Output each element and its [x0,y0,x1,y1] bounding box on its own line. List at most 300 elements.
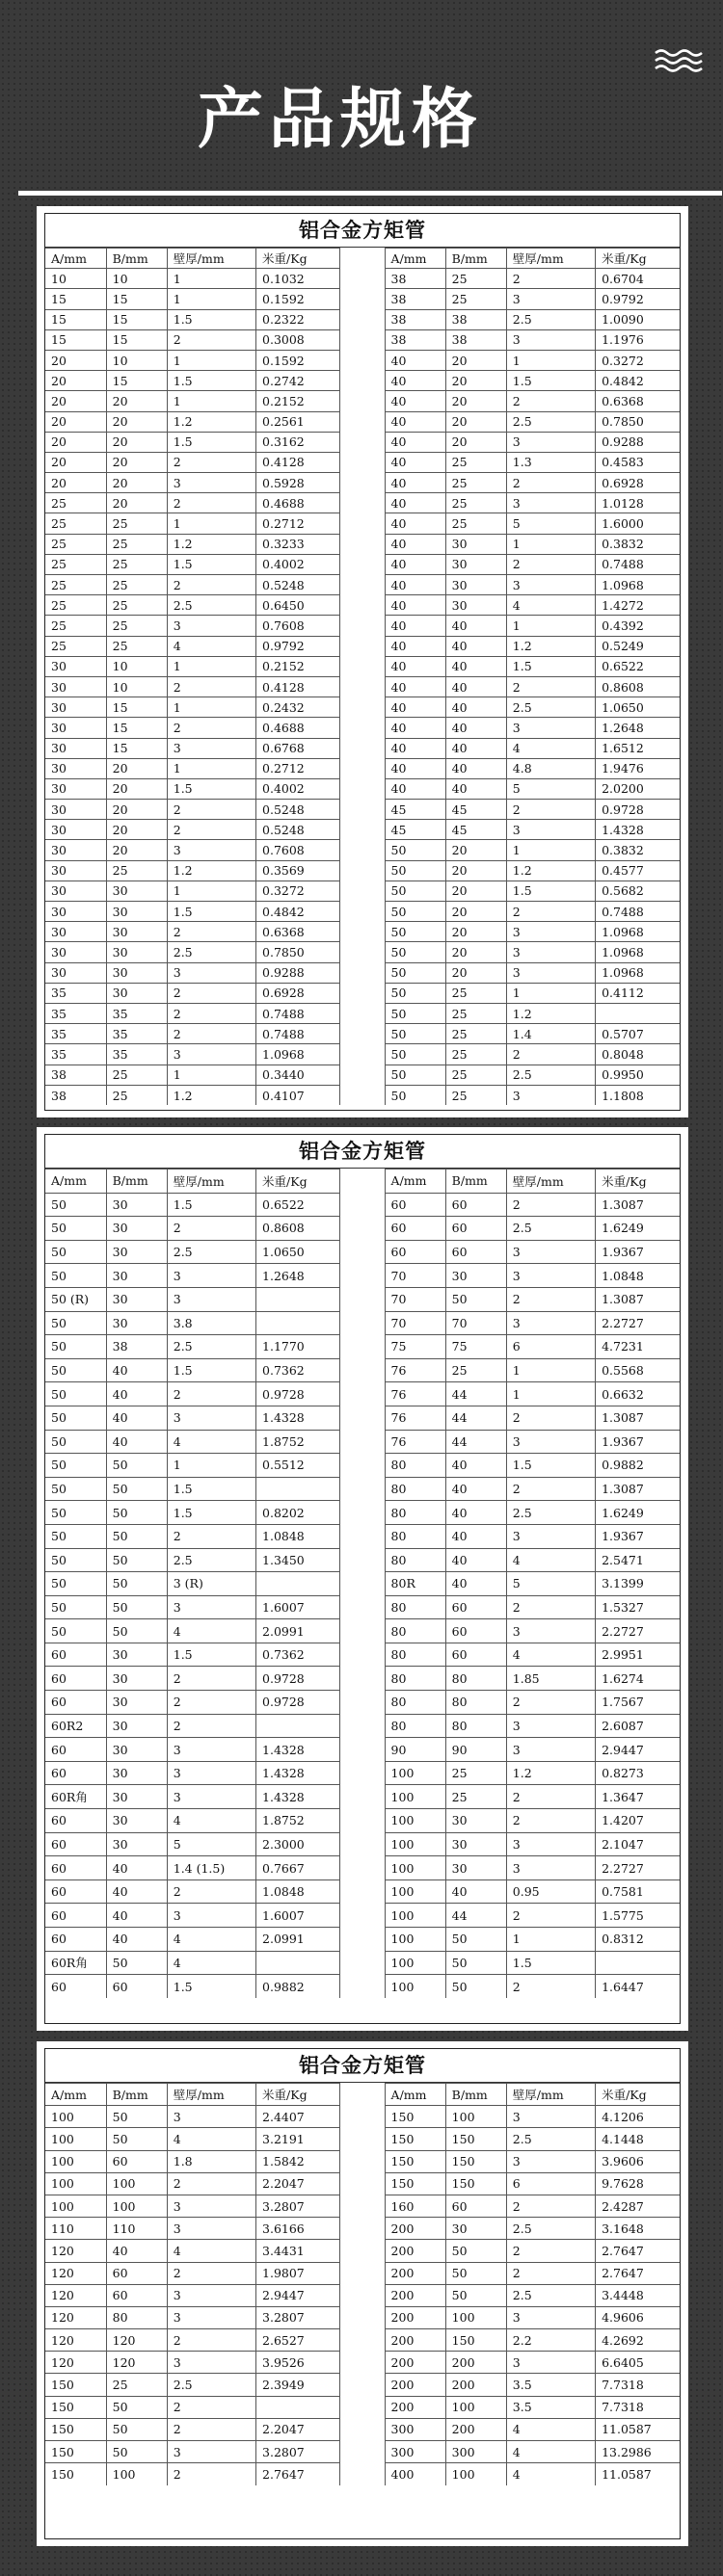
table-cell: 1.5 [167,1477,255,1501]
table-cell: 1.2648 [256,1264,340,1288]
table-cell: 1.9367 [596,1524,680,1548]
table-cell: 2 [506,1044,595,1065]
table-cell: 50 [445,2240,506,2262]
table-cell: 2 [506,1193,595,1217]
table-cell: 0.1032 [256,269,340,289]
table-row [45,942,680,962]
table-cell: 1 [506,983,595,1003]
table-row [45,1240,680,1264]
table-cell: 44 [445,1406,506,1430]
column-gap [340,2284,385,2306]
table-cell: 4 [506,2463,595,2485]
table-cell [256,2396,340,2418]
table-cell: 20 [445,411,506,432]
table-cell: 80 [385,1501,445,1525]
table-cell: 100 [106,2463,167,2485]
table-cell: 30 [45,820,106,840]
table-cell: 3 [506,1856,595,1880]
table-cell [256,1287,340,1311]
table-cell: 2 [167,1024,255,1044]
table-cell: 1.3087 [596,1477,680,1501]
table-cell: 30 [45,758,106,778]
table-cell: 0.5928 [256,473,340,493]
spec-table [45,1169,680,1998]
table-cell: 1.2 [506,636,595,656]
table-cell: 3.5 [506,2396,595,2418]
table-row [45,1193,680,1217]
table-cell: 1.3087 [596,1406,680,1430]
table-row [45,1975,680,1999]
table-cell: 80R [385,1572,445,1596]
table-cell: 1.5 [167,432,255,452]
table-cell: 1.4328 [256,1406,340,1430]
column-gap [340,1572,385,1596]
table-cell: 38 [445,309,506,329]
table-row [45,2262,680,2284]
table-cell: 25 [106,860,167,881]
column-gap [340,616,385,636]
table-cell: 40 [445,1572,506,1596]
table-cell: 35 [45,1044,106,1065]
column-gap [340,2352,385,2374]
table-cell: 60 [445,1643,506,1667]
table-cell: 0.7608 [256,840,340,860]
column-gap [340,2106,385,2128]
table-cell: 4 [167,636,255,656]
table-cell: 2.0991 [256,1928,340,1952]
table-cell: 50 [45,1430,106,1454]
table-cell: 0.6522 [596,656,680,676]
table-cell: 20 [445,350,506,370]
table-cell: 200 [385,2396,445,2418]
table-cell: 0.7667 [256,1856,340,1880]
table-cell: 80 [106,2306,167,2328]
table-cell: 38 [106,1335,167,1359]
table-cell: 2.4407 [256,2106,340,2128]
table-cell: 40 [385,371,445,391]
table-cell: 20 [45,452,106,472]
table-row [45,2195,680,2217]
table-cell: 0.3272 [596,350,680,370]
table-cell: 1.2 [506,860,595,881]
table-cell: 25 [106,2374,167,2396]
table-cell: 20 [45,350,106,370]
table-cell: 0.3162 [256,432,340,452]
table-cell: 0.8608 [596,676,680,697]
table-cell: 20 [45,371,106,391]
table-row [45,676,680,697]
table-cell: 40 [385,391,445,411]
column-gap [340,1287,385,1311]
table-row [45,1003,680,1023]
table-cell: 0.4842 [256,902,340,922]
column-gap [340,350,385,370]
table-cell: 1.3087 [596,1287,680,1311]
table-cell: 2 [167,2418,255,2440]
table-cell: 2.2727 [596,1619,680,1643]
table-cell: 0.7362 [256,1358,340,1382]
table-cell: 4.1448 [596,2128,680,2150]
table-cell: 100 [385,1951,445,1975]
table-cell: 1.5 [167,778,255,799]
table-row [45,473,680,493]
table-cell: 0.2742 [256,371,340,391]
table-cell: 3 [506,2306,595,2328]
column-gap [340,1382,385,1406]
table-cell: 1.5 [167,1643,255,1667]
table-cell: 1.5775 [596,1904,680,1928]
table-cell: 1.1976 [596,329,680,350]
table-cell: 1.2 [506,1761,595,1785]
table-cell: 1.0650 [596,697,680,718]
table-cell: 50 [106,2128,167,2150]
table-cell: 40 [106,1928,167,1952]
table-cell: 4 [506,1548,595,1572]
table-cell: 0.8312 [596,1928,680,1952]
table-cell: 2 [167,493,255,513]
table-cell: 0.4688 [256,493,340,513]
table-cell: 20 [106,452,167,472]
table-cell: 80 [385,1667,445,1691]
table-cell: 30 [45,778,106,799]
table-cell: 2 [167,676,255,697]
table-cell: 2.2727 [596,1311,680,1335]
table-cell: 50 [106,2106,167,2128]
table-cell: 3.8 [167,1311,255,1335]
table-cell: 120 [45,2306,106,2328]
column-header: A/mm [45,2084,106,2106]
table-cell: 60 [385,1217,445,1241]
column-gap [340,1738,385,1762]
table-cell: 2 [167,718,255,738]
table-cell: 3 (R) [167,1572,255,1596]
table-cell: 25 [445,513,506,534]
table-row [45,1477,680,1501]
table-cell: 0.3233 [256,534,340,554]
table-cell: 30 [106,1264,167,1288]
table-cell: 50 [445,1951,506,1975]
table-cell: 3 [167,962,255,983]
table-cell: 1.2 [167,534,255,554]
table-cell: 1.0848 [256,1524,340,1548]
table-cell: 1.6447 [596,1975,680,1999]
table-cell: 1.5 [506,1454,595,1478]
table-cell: 25 [445,983,506,1003]
table-cell: 20 [106,432,167,452]
table-row [45,1382,680,1406]
column-gap [340,1454,385,1478]
table-cell: 25 [106,534,167,554]
table-row [45,2418,680,2440]
table-cell: 25 [445,1065,506,1085]
column-gap [340,983,385,1003]
table-cell: 3.5 [506,2374,595,2396]
table-cell: 50 [106,1548,167,1572]
table-row [45,391,680,411]
table-cell: 2 [506,2195,595,2217]
table-cell: 200 [385,2306,445,2328]
table-cell: 0.4112 [596,983,680,1003]
table-cell: 3 [167,1761,255,1785]
table-cell: 50 [385,1065,445,1085]
column-gap [340,2374,385,2396]
table-cell: 3 [167,2218,255,2240]
table-cell: 2.7647 [256,2463,340,2485]
table-row [45,1691,680,1715]
column-gap [340,1044,385,1065]
table-cell: 11.0587 [596,2463,680,2485]
table-cell: 6 [506,1335,595,1359]
table-row [45,1738,680,1762]
table-cell: 0.5248 [256,575,340,595]
table-cell: 2 [167,2329,255,2352]
table-cell: 2.2 [506,2329,595,2352]
table-cell: 1 [167,350,255,370]
table-cell: 1.0968 [256,1044,340,1065]
column-header: A/mm [45,1170,106,1194]
table-cell: 40 [106,1358,167,1382]
column-gap [340,840,385,860]
table-cell: 1.0968 [596,575,680,595]
table-row [45,616,680,636]
table-cell: 50 [45,1358,106,1382]
table-cell: 40 [445,1548,506,1572]
column-header: 壁厚/mm [167,249,255,269]
column-gap [340,1904,385,1928]
table-row [45,1951,680,1975]
table-cell: 200 [385,2374,445,2396]
table-cell: 50 [106,1524,167,1548]
table-cell: 2.0991 [256,1619,340,1643]
table-cell: 4 [167,2240,255,2262]
table-cell: 80 [385,1619,445,1643]
table-row [45,636,680,656]
table-cell: 50 [45,1406,106,1430]
table-cell: 4 [167,1619,255,1643]
table-cell: 20 [445,962,506,983]
table-row [45,289,680,309]
column-gap [340,1085,385,1105]
table-cell: 30 [106,1738,167,1762]
column-gap [340,452,385,472]
table-cell: 4.9606 [596,2306,680,2328]
table-cell: 300 [445,2441,506,2463]
table-cell: 1.2 [506,1003,595,1023]
table-cell: 3 [167,2284,255,2306]
table-cell: 2.7647 [596,2240,680,2262]
column-header: 米重/Kg [596,249,680,269]
table-cell: 60R角 [45,1951,106,1975]
table-title: 铝合金方矩管 [45,1135,680,1169]
table-cell: 3 [506,1524,595,1548]
column-gap [340,820,385,840]
table-cell: 50 [445,1975,506,1999]
table-row [45,962,680,983]
table-cell: 50 [385,1044,445,1065]
table-cell: 30 [45,881,106,901]
table-cell: 50 [45,1572,106,1596]
table-cell: 25 [445,289,506,309]
table-cell: 50 [385,860,445,881]
table-cell: 30 [106,1714,167,1738]
table-cell: 2.5 [167,1548,255,1572]
table-row [45,1809,680,1833]
table-cell: 90 [385,1738,445,1762]
table-cell: 25 [45,493,106,513]
table-cell: 30 [445,534,506,554]
column-gap [340,1430,385,1454]
column-gap [340,1170,385,1194]
table-cell: 30 [445,554,506,574]
table-cell: 100 [385,1785,445,1809]
table-cell: 38 [445,329,506,350]
table-cell: 40 [385,758,445,778]
table-cell: 50 [45,1382,106,1406]
table-cell: 60 [445,2195,506,2217]
table-cell: 40 [385,778,445,799]
table-cell: 3.9526 [256,2352,340,2374]
table-cell: 15 [45,309,106,329]
column-gap [340,860,385,881]
table-cell: 30 [106,1832,167,1856]
table-cell: 3 [167,2352,255,2374]
table-cell: 2.5 [167,595,255,616]
table-cell: 0.4842 [596,371,680,391]
table-cell: 50 [106,1595,167,1619]
table-cell: 50 [45,1335,106,1359]
table-cell: 100 [106,2195,167,2217]
table-cell: 30 [106,922,167,942]
table-cell: 3 [506,942,595,962]
table-cell: 20 [106,778,167,799]
table-cell: 3 [167,2195,255,2217]
table-cell: 60 [106,2284,167,2306]
table-row [45,656,680,676]
table-cell: 2.1047 [596,1832,680,1856]
table-row [45,800,680,820]
table-cell: 30 [106,942,167,962]
table-cell: 30 [45,922,106,942]
table-cell: 40 [445,636,506,656]
column-gap [340,2084,385,2106]
table-cell: 2.9447 [256,2284,340,2306]
table-cell: 1.5 [167,902,255,922]
table-row [45,1785,680,1809]
table-cell: 0.2432 [256,697,340,718]
table-cell: 40 [445,697,506,718]
table-cell: 80 [385,1643,445,1667]
table-cell: 3 [506,1832,595,1856]
table-cell: 20 [45,391,106,411]
table-cell: 13.2986 [596,2441,680,2463]
table-row [45,840,680,860]
table-cell: 3 [506,962,595,983]
table-cell: 1.2 [167,411,255,432]
table-cell: 40 [445,1879,506,1904]
column-gap [340,411,385,432]
table-cell: 20 [106,473,167,493]
table-cell: 100 [445,2463,506,2485]
table-cell: 50 [106,2396,167,2418]
table-cell: 3 [506,1714,595,1738]
table-cell: 1.6274 [596,1667,680,1691]
table-cell: 1.85 [506,1667,595,1691]
table-cell: 30 [45,656,106,676]
table-cell: 25 [45,534,106,554]
table-cell: 30 [45,840,106,860]
table-cell: 0.1592 [256,289,340,309]
column-gap [340,1714,385,1738]
table-cell: 40 [385,452,445,472]
table-cell: 100 [106,2172,167,2195]
table-cell: 2.0200 [596,778,680,799]
table-cell: 0.3272 [256,881,340,901]
table-cell: 1.1808 [596,1085,680,1105]
table-row [45,1501,680,1525]
table-cell: 120 [106,2329,167,2352]
table-cell: 30 [45,718,106,738]
table-cell: 3 [506,1085,595,1105]
table-cell: 1.2 [167,860,255,881]
table-cell: 60 [385,1240,445,1264]
column-gap [340,493,385,513]
table-cell: 1.4328 [596,820,680,840]
table-cell: 20 [445,881,506,901]
table-cell: 7.7318 [596,2374,680,2396]
table-cell: 1 [167,697,255,718]
table-row [45,2240,680,2262]
table-title: 铝合金方矩管 [45,214,680,248]
table-cell: 2.9951 [596,1643,680,1667]
column-gap [340,309,385,329]
table-cell: 120 [45,2352,106,2374]
table-cell: 1.6249 [596,1501,680,1525]
table-cell: 40 [385,432,445,452]
table-cell: 38 [385,289,445,309]
table-row [45,1761,680,1785]
table-cell: 50 [106,1951,167,1975]
table-cell: 2.5 [506,309,595,329]
table-cell: 4 [506,2418,595,2440]
table-row [45,1085,680,1105]
spec-table-panel-2 [37,1127,688,2031]
table-cell: 200 [385,2240,445,2262]
table-cell: 50 [385,881,445,901]
table-cell: 50 [106,1501,167,1525]
table-cell: 2 [167,800,255,820]
column-gap [340,1217,385,1241]
table-cell: 2 [506,1406,595,1430]
table-row [45,1879,680,1904]
table-cell: 2.4287 [596,2195,680,2217]
table-cell: 50 [445,2262,506,2284]
table-cell: 76 [385,1430,445,1454]
table-cell: 30 [445,1264,506,1288]
table-cell: 30 [106,1287,167,1311]
table-cell: 2 [167,2262,255,2284]
table-cell: 2 [167,1382,255,1406]
table-cell: 150 [45,2441,106,2463]
column-gap [340,575,385,595]
table-cell: 44 [445,1382,506,1406]
table-cell: 1.5 [167,1501,255,1525]
table-cell: 100 [45,2172,106,2195]
table-cell: 2.5 [506,1501,595,1525]
table-cell: 40 [385,656,445,676]
table-cell: 0.5249 [596,636,680,656]
table-cell: 0.3008 [256,329,340,350]
table-cell [596,1003,680,1023]
